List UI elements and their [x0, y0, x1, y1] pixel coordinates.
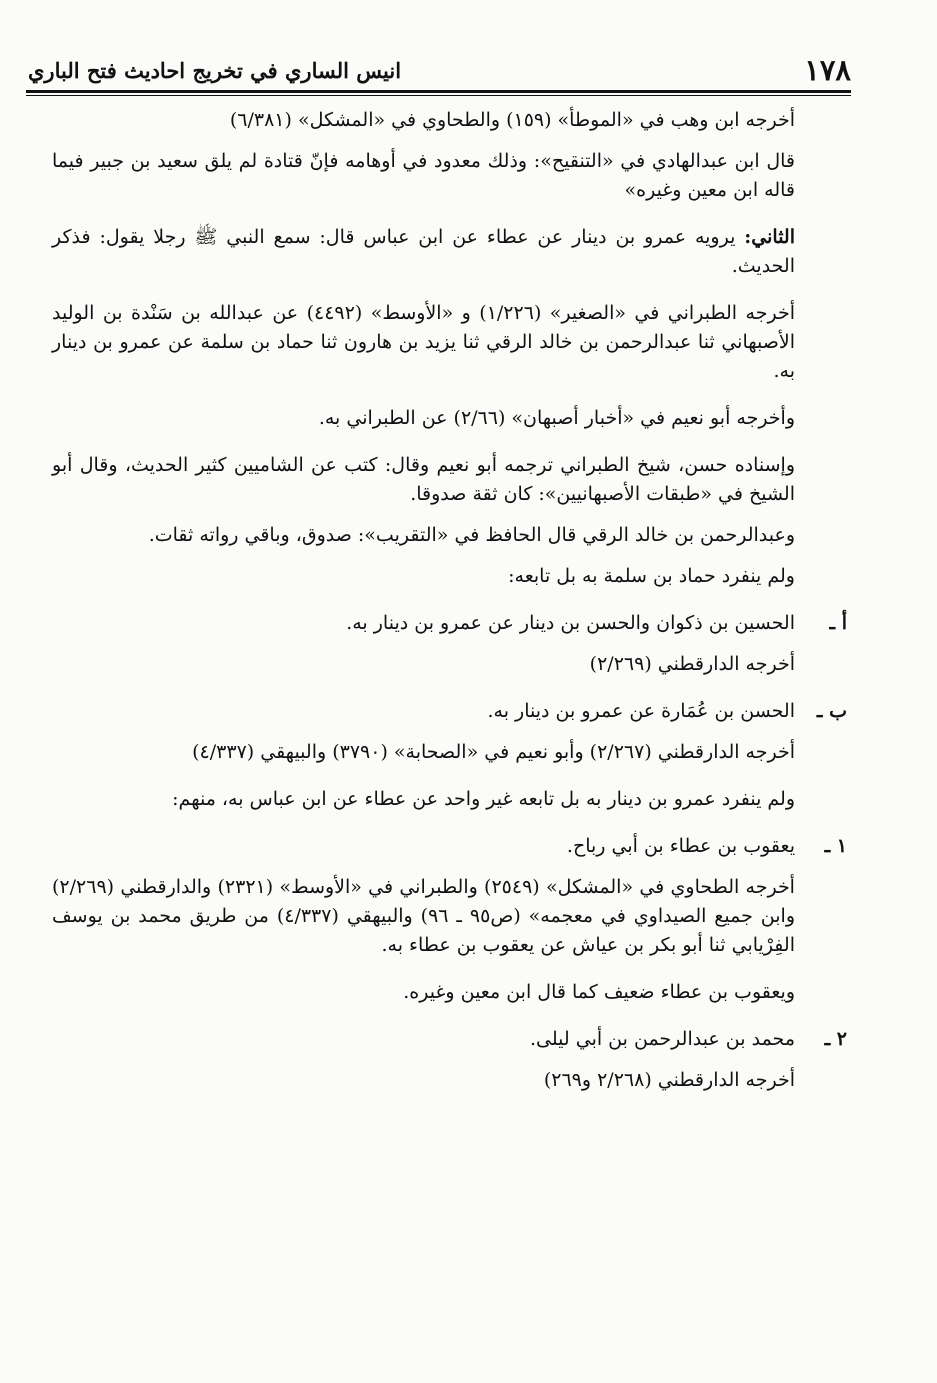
list-marker-b: ب ـ — [816, 700, 847, 722]
list-text-b: الحسن بن عُمَارة عن عمرو بن دينار به. — [487, 700, 795, 722]
running-title: انيس الساري في تخريج احاديث فتح الباري — [28, 57, 402, 83]
page-number: ١٧٨ — [804, 53, 851, 87]
list-source-2: أخرجه الدارقطني (٢/٢٦٨ و٢٦٩) — [543, 1069, 795, 1091]
list-item-a — [52, 609, 847, 638]
list-source-b: أخرجه الدارقطني (٢/٢٦٧) وأبو نعيم في «الصحابة» (٣٧٩٠) والبيهقي (٤/٣٣٧) — [192, 741, 795, 763]
list-note-1: ويعقوب بن عطاء ضعيف كما قال ابن معين وغيره. — [403, 981, 795, 1003]
list-text-2: محمد بن عبدالرحمن بن أبي ليلى. — [530, 1028, 795, 1050]
list-source-1: أخرجه الطحاوي في «المشكل» (٢٥٤٩) والطبراني في «الأوسط» (٢٣٢١) والدارقطني (٢/٢٦٩) وابن جميع الصيداوي في معجمه» (ص٩٥ ـ ٩٦) والبيهقي (٤/٣٣٧) من طريق محمد بن يوسف الفِرْيابي ثنا أبو بكر بن عياش عن يعقوب بن عطاء به. — [52, 876, 796, 956]
paragraph-6: وإسناده حسن، شيخ الطبراني ترجمه أبو نعيم وقال: كتب عن الشاميين كثير الحديث، وقال أبو الشيخ في «طبقات الأصبهانيين»: كان ثقة صدوقا. — [52, 454, 795, 505]
list-text-1: يعقوب بن عطاء بن أبي رباح. — [566, 835, 795, 857]
paragraph-3 — [52, 223, 847, 281]
list-marker-2: ٢ ـ — [824, 1028, 847, 1050]
list-marker-a: أ ـ — [829, 612, 847, 634]
list-item-2 — [52, 1025, 847, 1054]
list-item-1 — [52, 832, 847, 861]
page-body — [52, 106, 847, 1095]
paragraph-5: وأخرجه أبو نعيم في «أخبار أصبهان» (٢/٦٦) عن الطبراني به. — [318, 407, 795, 429]
paragraph-8: ولم ينفرد حماد بن سلمة به بل تابعه: — [508, 565, 795, 587]
list-source-a: أخرجه الدارقطني (٢/٢٦٩) — [589, 653, 795, 675]
paragraph-3-text: يرويه عمرو بن دينار عن عطاء عن ابن عباس قال: سمع النبي ﷺ رجلا يقول: فذكر الحديث. — [52, 226, 795, 277]
paragraph-9: ولم ينفرد عمرو بن دينار به بل تابعه غير واحد عن عطاء عن ابن عباس به، منهم: — [172, 788, 795, 810]
header-rule-thin — [26, 95, 851, 96]
header-rule-thick — [26, 90, 851, 93]
page-header — [28, 50, 851, 90]
list-text-a: الحسين بن ذكوان والحسن بن دينار عن عمرو بن دينار به. — [346, 612, 795, 634]
list-marker-1: ١ ـ — [824, 835, 847, 857]
list-item-b — [52, 697, 847, 726]
paragraph-4: أخرجه الطبراني في «الصغير» (١/٢٢٦) و «الأوسط» (٤٤٩٢) عن عبدالله بن سَنْدة بن الوليد الأصبهاني ثنا عبدالرحمن بن خالد الرقي ثنا يزيد بن هارون ثنا حماد بن سلمة عن عمرو بن دينار به. — [52, 302, 795, 382]
paragraph-7: وعبدالرحمن بن خالد الرقي قال الحافظ في «التقريب»: صدوق، وباقي رواته ثقات. — [148, 524, 795, 546]
paragraph-1: أخرجه ابن وهب في «الموطأ» (١٥٩) والطحاوي في «المشكل» (٦/٣٨١) — [229, 109, 795, 131]
paragraph-2: قال ابن عبدالهادي في «التنقيح»: وذلك معدود في أوهامه فإنّ قتادة لم يلق سعيد بن جبير فيما قاله ابن معين وغيره» — [52, 150, 795, 201]
paragraph-3-label: الثاني: — [744, 226, 795, 248]
